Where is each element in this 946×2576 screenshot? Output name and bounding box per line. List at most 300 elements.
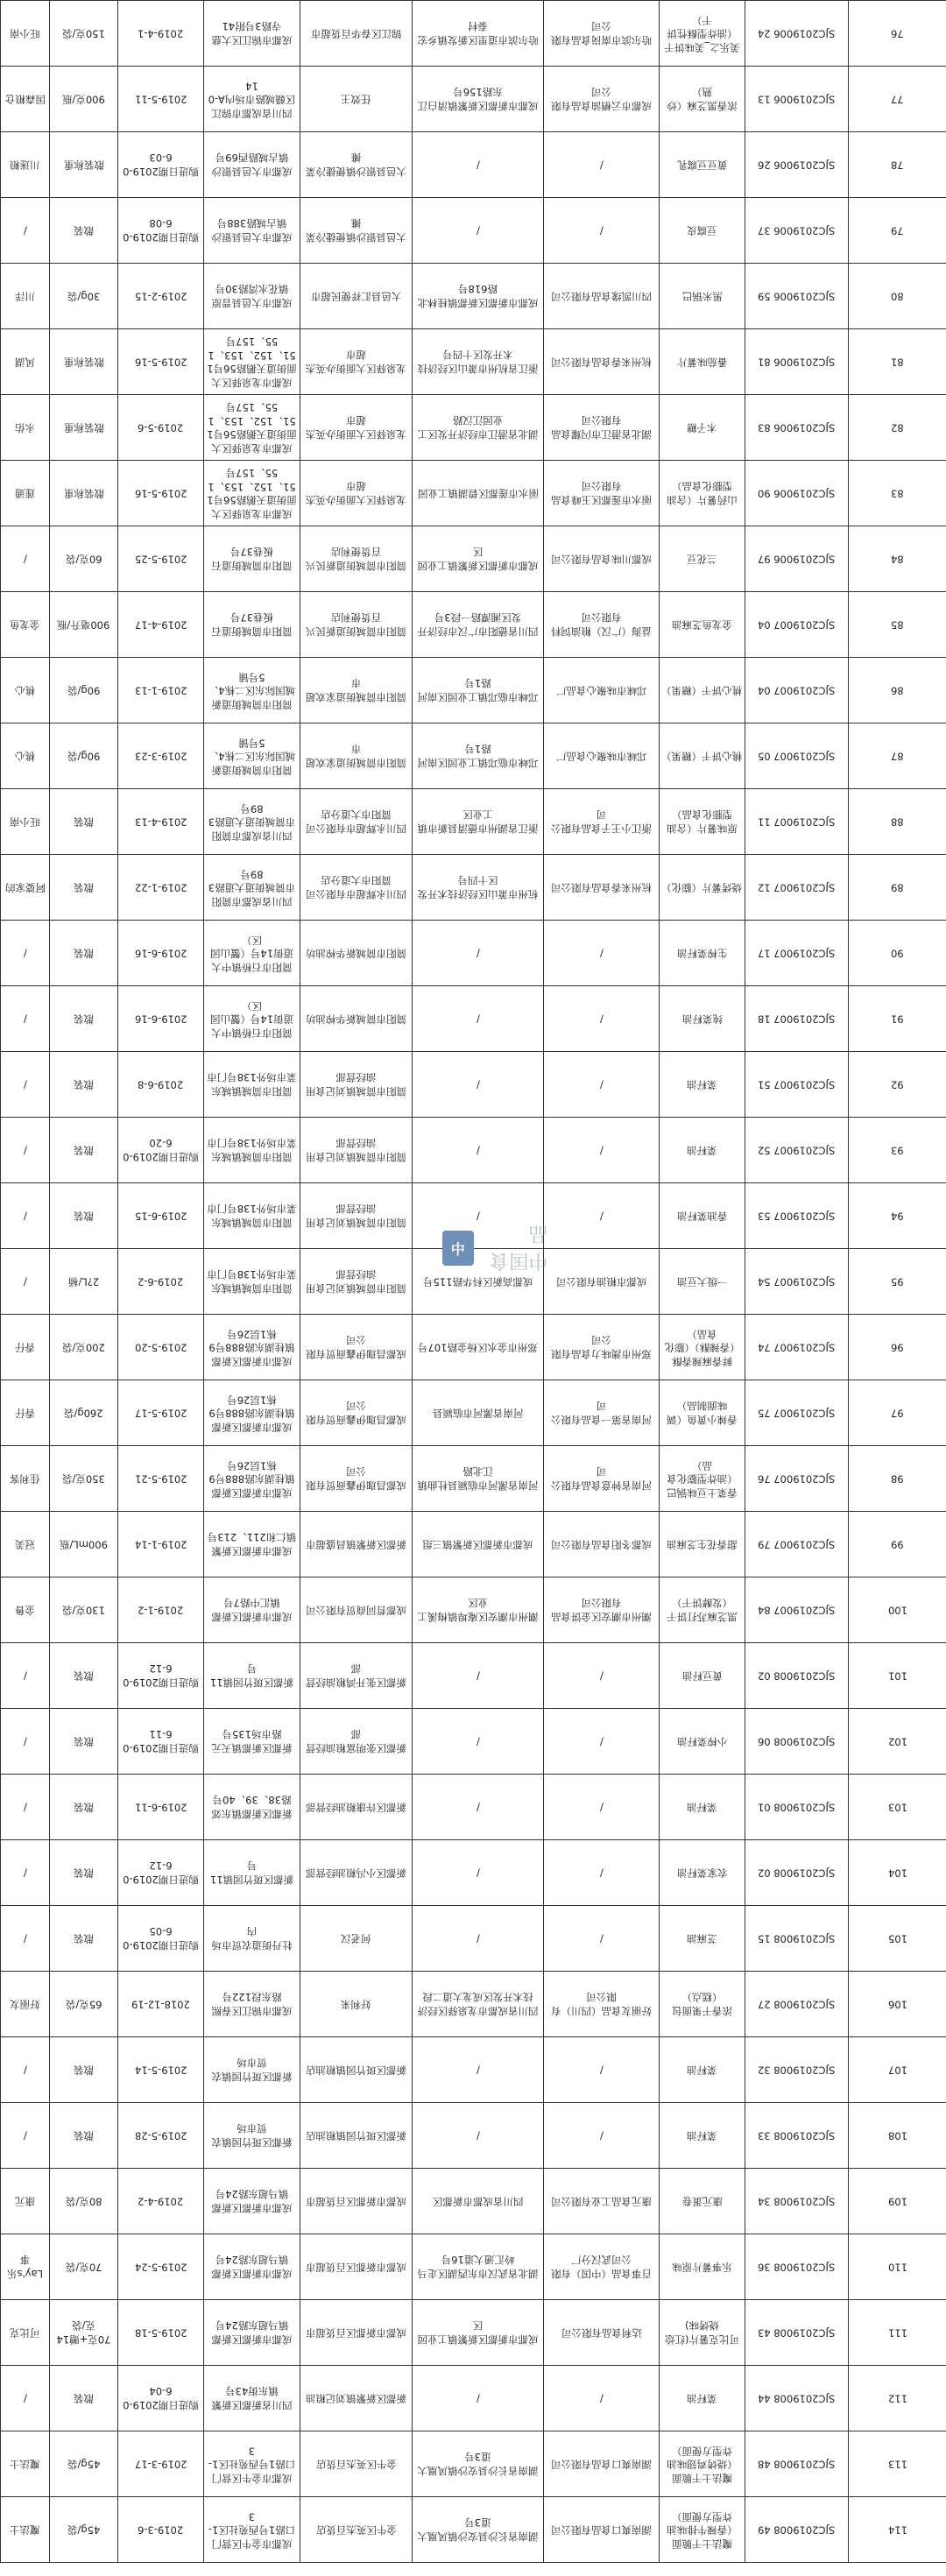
- table-cell: [118, 1643, 204, 1709]
- table-row: [1, 198, 946, 264]
- table-cell: [204, 592, 300, 658]
- table-cell: [118, 1906, 204, 1972]
- table-cell: [544, 1512, 660, 1577]
- table-row: [1, 2497, 946, 2563]
- cell-text: 美乐之_美味饼干（油炸型酥性饼干）: [664, 14, 740, 54]
- cell-text: 新都区新繁镇昌盛超市: [306, 1538, 406, 1551]
- cell-text: 98: [891, 1472, 904, 1486]
- cell-text: 99: [891, 1538, 904, 1551]
- cell-text: 成都市新都区百货超市: [306, 2195, 406, 2208]
- table-row: [1, 1775, 946, 1840]
- table-row: [1, 1840, 946, 1906]
- table-cell: [204, 658, 300, 723]
- cell-text: 2019-5-6: [138, 421, 184, 434]
- cell-text: 任效王: [341, 93, 371, 106]
- table-cell: [50, 2103, 118, 2169]
- table-cell: [544, 855, 660, 921]
- table-cell: [849, 132, 946, 198]
- table-row: [1, 461, 946, 526]
- table-cell: [300, 461, 413, 526]
- table-cell: [849, 461, 946, 526]
- cell-text: 桃心饼干（糖果）: [661, 684, 742, 697]
- table-cell: [544, 264, 660, 329]
- table-cell: [118, 1840, 204, 1906]
- cell-text: 佳利客: [10, 1472, 40, 1486]
- cell-text: 丽水市莲都区碧湖镇工业园: [417, 487, 539, 500]
- table-cell: [745, 658, 849, 723]
- table-cell: [300, 658, 413, 723]
- table-cell: [118, 132, 204, 198]
- cell-text: 79: [891, 224, 904, 237]
- cell-text: 成都市锦江区春熙路东段122号: [211, 1992, 293, 2018]
- table-cell: [413, 789, 544, 855]
- table-cell: [544, 1249, 660, 1315]
- table-row: [1, 2234, 946, 2300]
- table-cell: [118, 1709, 204, 1775]
- table-cell: [118, 264, 204, 329]
- cell-text: 成都市新都区百货超市: [306, 2261, 406, 2274]
- table-cell: [1, 2497, 50, 2563]
- cell-text: 散装: [74, 2064, 94, 2077]
- table-cell: [118, 1775, 204, 1840]
- cell-text: 成都市大邑县晋原镇花水湾路30号: [211, 284, 293, 310]
- table-row: [1, 2037, 946, 2103]
- cell-text: 旺小南: [10, 27, 40, 40]
- cell-text: SJC2019006 24: [758, 27, 836, 40]
- table-cell: [204, 986, 300, 1052]
- table-cell: [660, 526, 745, 592]
- table-cell: [1, 2234, 50, 2300]
- table-cell: [544, 1643, 660, 1709]
- table-cell: [660, 1052, 745, 1118]
- table-cell: [118, 2103, 204, 2169]
- cell-text: 2019-5-17: [134, 1407, 187, 1420]
- table-cell: [849, 658, 946, 723]
- table-cell: [204, 395, 300, 461]
- table-cell: [118, 461, 204, 526]
- table-cell: [118, 2169, 204, 2234]
- cell-text: /: [476, 1013, 480, 1026]
- watermark-text: 中国食品: [489, 1222, 547, 1271]
- cell-text: 85: [891, 618, 904, 632]
- cell-text: /: [476, 1669, 480, 1683]
- table-cell: [849, 329, 946, 395]
- cell-text: 阿婆家的: [4, 881, 46, 894]
- table-cell: [118, 395, 204, 461]
- table-row: [1, 1709, 946, 1775]
- table-cell: [300, 789, 413, 855]
- cell-text: 2018-12-19: [131, 1998, 190, 2011]
- table-cell: [660, 1118, 745, 1183]
- cell-text: 2019-5-14: [134, 2064, 187, 2077]
- table-cell: [1, 461, 50, 526]
- cell-text: SJC2019007 79: [758, 1538, 836, 1551]
- cell-text: 川迷粮: [10, 159, 40, 172]
- cell-text: 新都区斑竹园镇农贸市场: [211, 2057, 293, 2084]
- cell-text: 四川凯缘食品有限公司: [551, 290, 652, 303]
- cell-text: 2019-5-16: [134, 356, 187, 369]
- table-cell: [413, 1643, 544, 1709]
- table-cell: [50, 264, 118, 329]
- table-cell: [544, 2103, 660, 2169]
- cell-text: 牡丹街道农贸市场内: [211, 1926, 293, 1952]
- cell-text: 87: [891, 750, 904, 763]
- table-cell: [118, 986, 204, 1052]
- table-cell: [413, 1906, 544, 1972]
- table-cell: [660, 198, 745, 264]
- cell-text: 97: [891, 1407, 904, 1420]
- cell-text: 散装称重: [63, 421, 104, 434]
- table-cell: [849, 264, 946, 329]
- watermark-logo-icon: 中: [442, 1231, 474, 1266]
- table-cell: [300, 1775, 413, 1840]
- table-cell: [300, 2366, 413, 2431]
- cell-text: 简阳市简城街道石板巷37号: [211, 547, 293, 573]
- table-cell: [118, 1249, 204, 1315]
- table-cell: [1, 658, 50, 723]
- cell-text: 81: [891, 356, 904, 369]
- cell-text: /: [599, 2064, 604, 2077]
- cell-text: 108: [887, 2129, 907, 2142]
- table-cell: [204, 1643, 300, 1709]
- table-cell: [660, 1446, 745, 1512]
- cell-text: 桃心: [15, 684, 35, 697]
- table-cell: [204, 1775, 300, 1840]
- table-cell: [300, 67, 413, 132]
- cell-text: 2019-6-11: [134, 1801, 187, 1814]
- table-cell: [204, 921, 300, 986]
- cell-text: SJC2019006 37: [758, 224, 836, 237]
- cell-text: 2019-2-15: [134, 290, 187, 303]
- cell-text: SJC2019007 54: [758, 1275, 836, 1288]
- cell-text: 魔法士干脆面（香辣牛排味油炸型方便面）: [667, 2510, 738, 2551]
- cell-text: 新都区斑竹园镇粮油店: [306, 2064, 406, 2077]
- cell-text: 可比克: [10, 2326, 40, 2340]
- table-cell: [413, 1249, 544, 1315]
- table-cell: [204, 2169, 300, 2234]
- table-cell: [413, 2103, 544, 2169]
- cell-text: /: [23, 553, 27, 566]
- table-cell: [50, 1840, 118, 1906]
- table-cell: [300, 526, 413, 592]
- table-cell: [118, 1052, 204, 1118]
- table-row: [1, 658, 946, 723]
- table-cell: [413, 198, 544, 264]
- table-cell: [660, 986, 745, 1052]
- cell-text: 成都市新都区新繁镇清白江东路156号: [417, 87, 539, 113]
- table-cell: [1, 1577, 50, 1643]
- table-cell: [745, 264, 849, 329]
- cell-text: 兰花豆: [687, 553, 717, 566]
- cell-text: Lay's乐事: [7, 2255, 43, 2281]
- cell-text: SJC2019008 44: [758, 2392, 836, 2405]
- table-cell: [118, 658, 204, 723]
- table-cell: [413, 526, 544, 592]
- cell-text: 2019-5-25: [134, 553, 187, 566]
- table-cell: [50, 1446, 118, 1512]
- table-cell: [745, 1183, 849, 1249]
- cell-text: 散装: [74, 947, 94, 960]
- cell-text: 桃心: [15, 750, 35, 763]
- table-row: [1, 2431, 946, 2497]
- cell-text: 黑芝麻苏打饼干（发酵饼干）: [667, 1598, 738, 1624]
- table-cell: [118, 592, 204, 658]
- table-cell: [660, 461, 745, 526]
- cell-text: 何老汉: [341, 1932, 371, 1945]
- cell-text: /: [599, 1013, 604, 1026]
- cell-text: 900毫升/瓶: [57, 618, 110, 632]
- table-cell: [745, 67, 849, 132]
- table-cell: [204, 789, 300, 855]
- table-cell: [849, 1775, 946, 1840]
- table-cell: [204, 329, 300, 395]
- table-cell: [745, 2103, 849, 2169]
- cell-text: SJC2019007 75: [758, 1407, 836, 1420]
- table-cell: [660, 723, 745, 789]
- cell-text: 金龙鱼: [10, 618, 40, 632]
- table-cell: [660, 2431, 745, 2497]
- table-cell: [745, 2037, 849, 2103]
- cell-text: 四川省成都市龙泉驿区经济技术开发区成龙大道二段: [417, 1992, 539, 2018]
- table-cell: [745, 461, 849, 526]
- cell-text: 103: [887, 1801, 907, 1814]
- table-cell: [849, 2366, 946, 2431]
- table-cell: [413, 1315, 544, 1380]
- table-row: [1, 1380, 946, 1446]
- table-cell: [745, 1052, 849, 1118]
- cell-text: 湖北省潜江市经济开发区工业园江汉路: [417, 415, 539, 441]
- cell-text: 成都市新都区新都镇桂湖东路888号9栋1层26号: [208, 1394, 295, 1434]
- table-cell: [1, 1512, 50, 1577]
- cell-text: /: [23, 1669, 27, 1683]
- cell-text: 山药薯片（含油型膨化食品）: [667, 481, 738, 507]
- table-cell: [50, 2234, 118, 2300]
- cell-text: 龙泉驿区大面街办英杰超市: [306, 481, 406, 507]
- table-cell: [745, 1380, 849, 1446]
- cell-text: 90g/袋: [67, 750, 101, 763]
- cell-text: 简阳市简城镇城东菜市场外138号门市: [207, 1203, 297, 1230]
- cell-text: 2019-4-2: [138, 2195, 184, 2208]
- cell-text: 新都区斑竹园镇农贸市场: [211, 2123, 293, 2149]
- table-cell: [745, 1709, 849, 1775]
- cell-text: 潮州市潮安区庵埠镇梅溪工业区: [417, 1598, 539, 1624]
- table-cell: [660, 2300, 745, 2366]
- table-cell: [1, 2366, 50, 2431]
- table-cell: [745, 1643, 849, 1709]
- table-cell: [849, 2037, 946, 2103]
- cell-text: 83: [891, 487, 904, 500]
- cell-text: /: [599, 2392, 604, 2405]
- table-cell: [660, 1249, 745, 1315]
- cell-text: SJC2019006 81: [758, 356, 836, 369]
- cell-text: 110: [887, 2261, 907, 2274]
- cell-text: SJC2019008 33: [758, 2129, 836, 2142]
- table-cell: [745, 329, 849, 395]
- table-cell: [118, 1118, 204, 1183]
- cell-text: 成都昌珈伊鑫商贸有限公司: [306, 1466, 406, 1493]
- cell-text: /: [599, 1735, 604, 1748]
- cell-text: 成都昌珈伊鑫商贸有限公司: [306, 1335, 406, 1361]
- table-cell: [413, 461, 544, 526]
- cell-text: /: [476, 2064, 480, 2077]
- table-cell: [50, 1577, 118, 1643]
- table-cell: [300, 1052, 413, 1118]
- cell-text: 2019-5-21: [134, 1472, 187, 1486]
- cell-text: 900克/瓶: [62, 93, 105, 106]
- cell-text: 简阳市石桥镇中大道街14号（蟹山园区）: [209, 934, 294, 974]
- cell-text: SJC2019007 05: [758, 750, 836, 763]
- cell-text: 桃心饼干（糖果）: [661, 750, 742, 763]
- table-cell: [50, 2366, 118, 2431]
- cell-text: 新都区新都镇东郊路38、39、40号: [211, 1795, 293, 1821]
- table-cell: [1, 132, 50, 198]
- cell-text: 简阳市简城镇城东菜市场外138号门市: [207, 1072, 297, 1098]
- table-cell: [204, 1118, 300, 1183]
- table-cell: [660, 1709, 745, 1775]
- cell-text: 潮州市潮安区金饼食品有限公司: [551, 1598, 652, 1624]
- table-cell: [544, 329, 660, 395]
- table-cell: [849, 921, 946, 986]
- cell-text: 魔法士: [10, 2523, 40, 2537]
- cell-text: 2019-1-13: [134, 684, 187, 697]
- table-cell: [745, 723, 849, 789]
- cell-text: 龙泉驿区大面街办英杰超市: [306, 349, 406, 376]
- cell-text: 成都市大邑县银沙镇古城路西69号: [211, 152, 293, 179]
- table-cell: [300, 1577, 413, 1643]
- table-cell: [544, 132, 660, 198]
- table-cell: [204, 1512, 300, 1577]
- cell-text: 浙江省湖州市德清县新市镇工业区: [417, 809, 539, 836]
- table-cell: [660, 1643, 745, 1709]
- cell-text: 简阳市简城镇城东菜市场外138号门市: [207, 1269, 297, 1295]
- table-cell: [660, 789, 745, 855]
- cell-text: 2019-4-13: [134, 815, 187, 829]
- table-cell: [118, 2497, 204, 2563]
- table-cell: [413, 2234, 544, 2300]
- cell-text: SJC2019006 83: [758, 421, 836, 434]
- cell-text: 2019-5-28: [134, 2129, 187, 2142]
- cell-text: /: [599, 159, 604, 172]
- cell-text: 百事食品（中国）有限公司武汉分厂: [551, 2255, 652, 2281]
- table-cell: [544, 1972, 660, 2037]
- cell-text: /: [599, 1867, 604, 1880]
- cell-text: /: [476, 1210, 480, 1223]
- table-cell: [204, 2366, 300, 2431]
- cell-text: 邛崃市味聚心食品厂: [555, 750, 647, 763]
- cell-text: 成都市新都区新繁镇工业园区: [417, 2320, 539, 2347]
- table-cell: [660, 2169, 745, 2234]
- cell-text: 散装: [74, 1932, 94, 1945]
- cell-text: 96: [891, 1341, 904, 1354]
- table-cell: [745, 2431, 849, 2497]
- cell-text: 烧烤薯片（膨化）: [661, 881, 742, 894]
- table-cell: [118, 921, 204, 986]
- cell-text: 45g/袋: [67, 2523, 101, 2537]
- table-cell: [660, 2366, 745, 2431]
- cell-text: 成都川味食品有限公司: [551, 553, 652, 566]
- table-cell: [413, 1380, 544, 1446]
- table-cell: [1, 2431, 50, 2497]
- cell-text: 康元: [15, 2195, 35, 2208]
- table-cell: [50, 1249, 118, 1315]
- cell-text: 77: [891, 93, 904, 106]
- table-cell: [849, 1183, 946, 1249]
- cell-text: 简阳市简城新华榨油坊: [306, 947, 406, 960]
- table-cell: [300, 1972, 413, 2037]
- cell-text: 900mL/瓶: [60, 1538, 108, 1551]
- cell-text: 89: [891, 881, 904, 894]
- table-cell: [660, 592, 745, 658]
- cell-text: 散装: [74, 1867, 94, 1880]
- cell-text: 邛崃市味聚心食品厂: [555, 684, 647, 697]
- table-cell: [544, 723, 660, 789]
- cell-text: SJC2019007 52: [758, 1144, 836, 1157]
- table-row: [1, 1577, 946, 1643]
- cell-text: 杭州市萧山区经济技术开发区十四号: [417, 875, 539, 901]
- table-cell: [745, 986, 849, 1052]
- table-cell: [1, 67, 50, 132]
- cell-text: SJC2019008 48: [758, 2458, 836, 2471]
- table-cell: [745, 2366, 849, 2431]
- table-cell: [849, 1052, 946, 1118]
- cell-text: /: [23, 1210, 27, 1223]
- cell-text: 260g/袋: [64, 1407, 103, 1420]
- table-cell: [745, 526, 849, 592]
- table-cell: [413, 2300, 544, 2366]
- table-cell: [50, 132, 118, 198]
- table-cell: [50, 67, 118, 132]
- table-cell: [413, 855, 544, 921]
- cell-text: 丽水市莲都区玉峰食品有限公司: [551, 481, 652, 507]
- cell-text: 104: [887, 1867, 907, 1880]
- cell-text: 大邑县银沙镇便捷冷菜摊: [306, 152, 406, 179]
- cell-text: 94: [891, 1210, 904, 1223]
- cell-text: 102: [887, 1735, 907, 1748]
- table-cell: [50, 2497, 118, 2563]
- table-cell: [204, 2431, 300, 2497]
- table-cell: [1, 2037, 50, 2103]
- cell-text: 成都市新都区新都镇桂林北路618号: [417, 284, 539, 310]
- table-cell: [50, 658, 118, 723]
- cell-text: 农家菜籽油: [676, 1867, 728, 1880]
- cell-text: 2019-4-1: [138, 27, 184, 40]
- cell-text: 四川省成都市新都区: [432, 2195, 524, 2208]
- cell-text: 简阳市石桥镇中大道街14号（蟹山园区）: [209, 999, 294, 1040]
- table-row: [1, 395, 946, 461]
- table-cell: [660, 2103, 745, 2169]
- table-cell: [1, 329, 50, 395]
- table-cell: [413, 395, 544, 461]
- table-cell: [745, 1512, 849, 1577]
- table-cell: [660, 1577, 745, 1643]
- cell-text: /: [23, 2392, 27, 2405]
- table-cell: [849, 67, 946, 132]
- table-cell: [849, 986, 946, 1052]
- cell-text: 大邑县汇祥便民超市: [310, 290, 402, 303]
- cell-text: 2019-4-17: [134, 618, 187, 632]
- cell-text: SJC2019007 17: [758, 947, 836, 960]
- table-row: [1, 264, 946, 329]
- table-row: [1, 2300, 946, 2366]
- table-cell: [1, 1643, 50, 1709]
- table-cell: [849, 1906, 946, 1972]
- table-cell: [118, 2366, 204, 2431]
- cell-text: 菜籽油: [687, 2064, 717, 2077]
- table-cell: [849, 1, 946, 67]
- cell-text: 鲜香麻辣香酥（香辣酥）（膨化食品）: [664, 1328, 740, 1368]
- table-cell: [204, 855, 300, 921]
- table-cell: [300, 1709, 413, 1775]
